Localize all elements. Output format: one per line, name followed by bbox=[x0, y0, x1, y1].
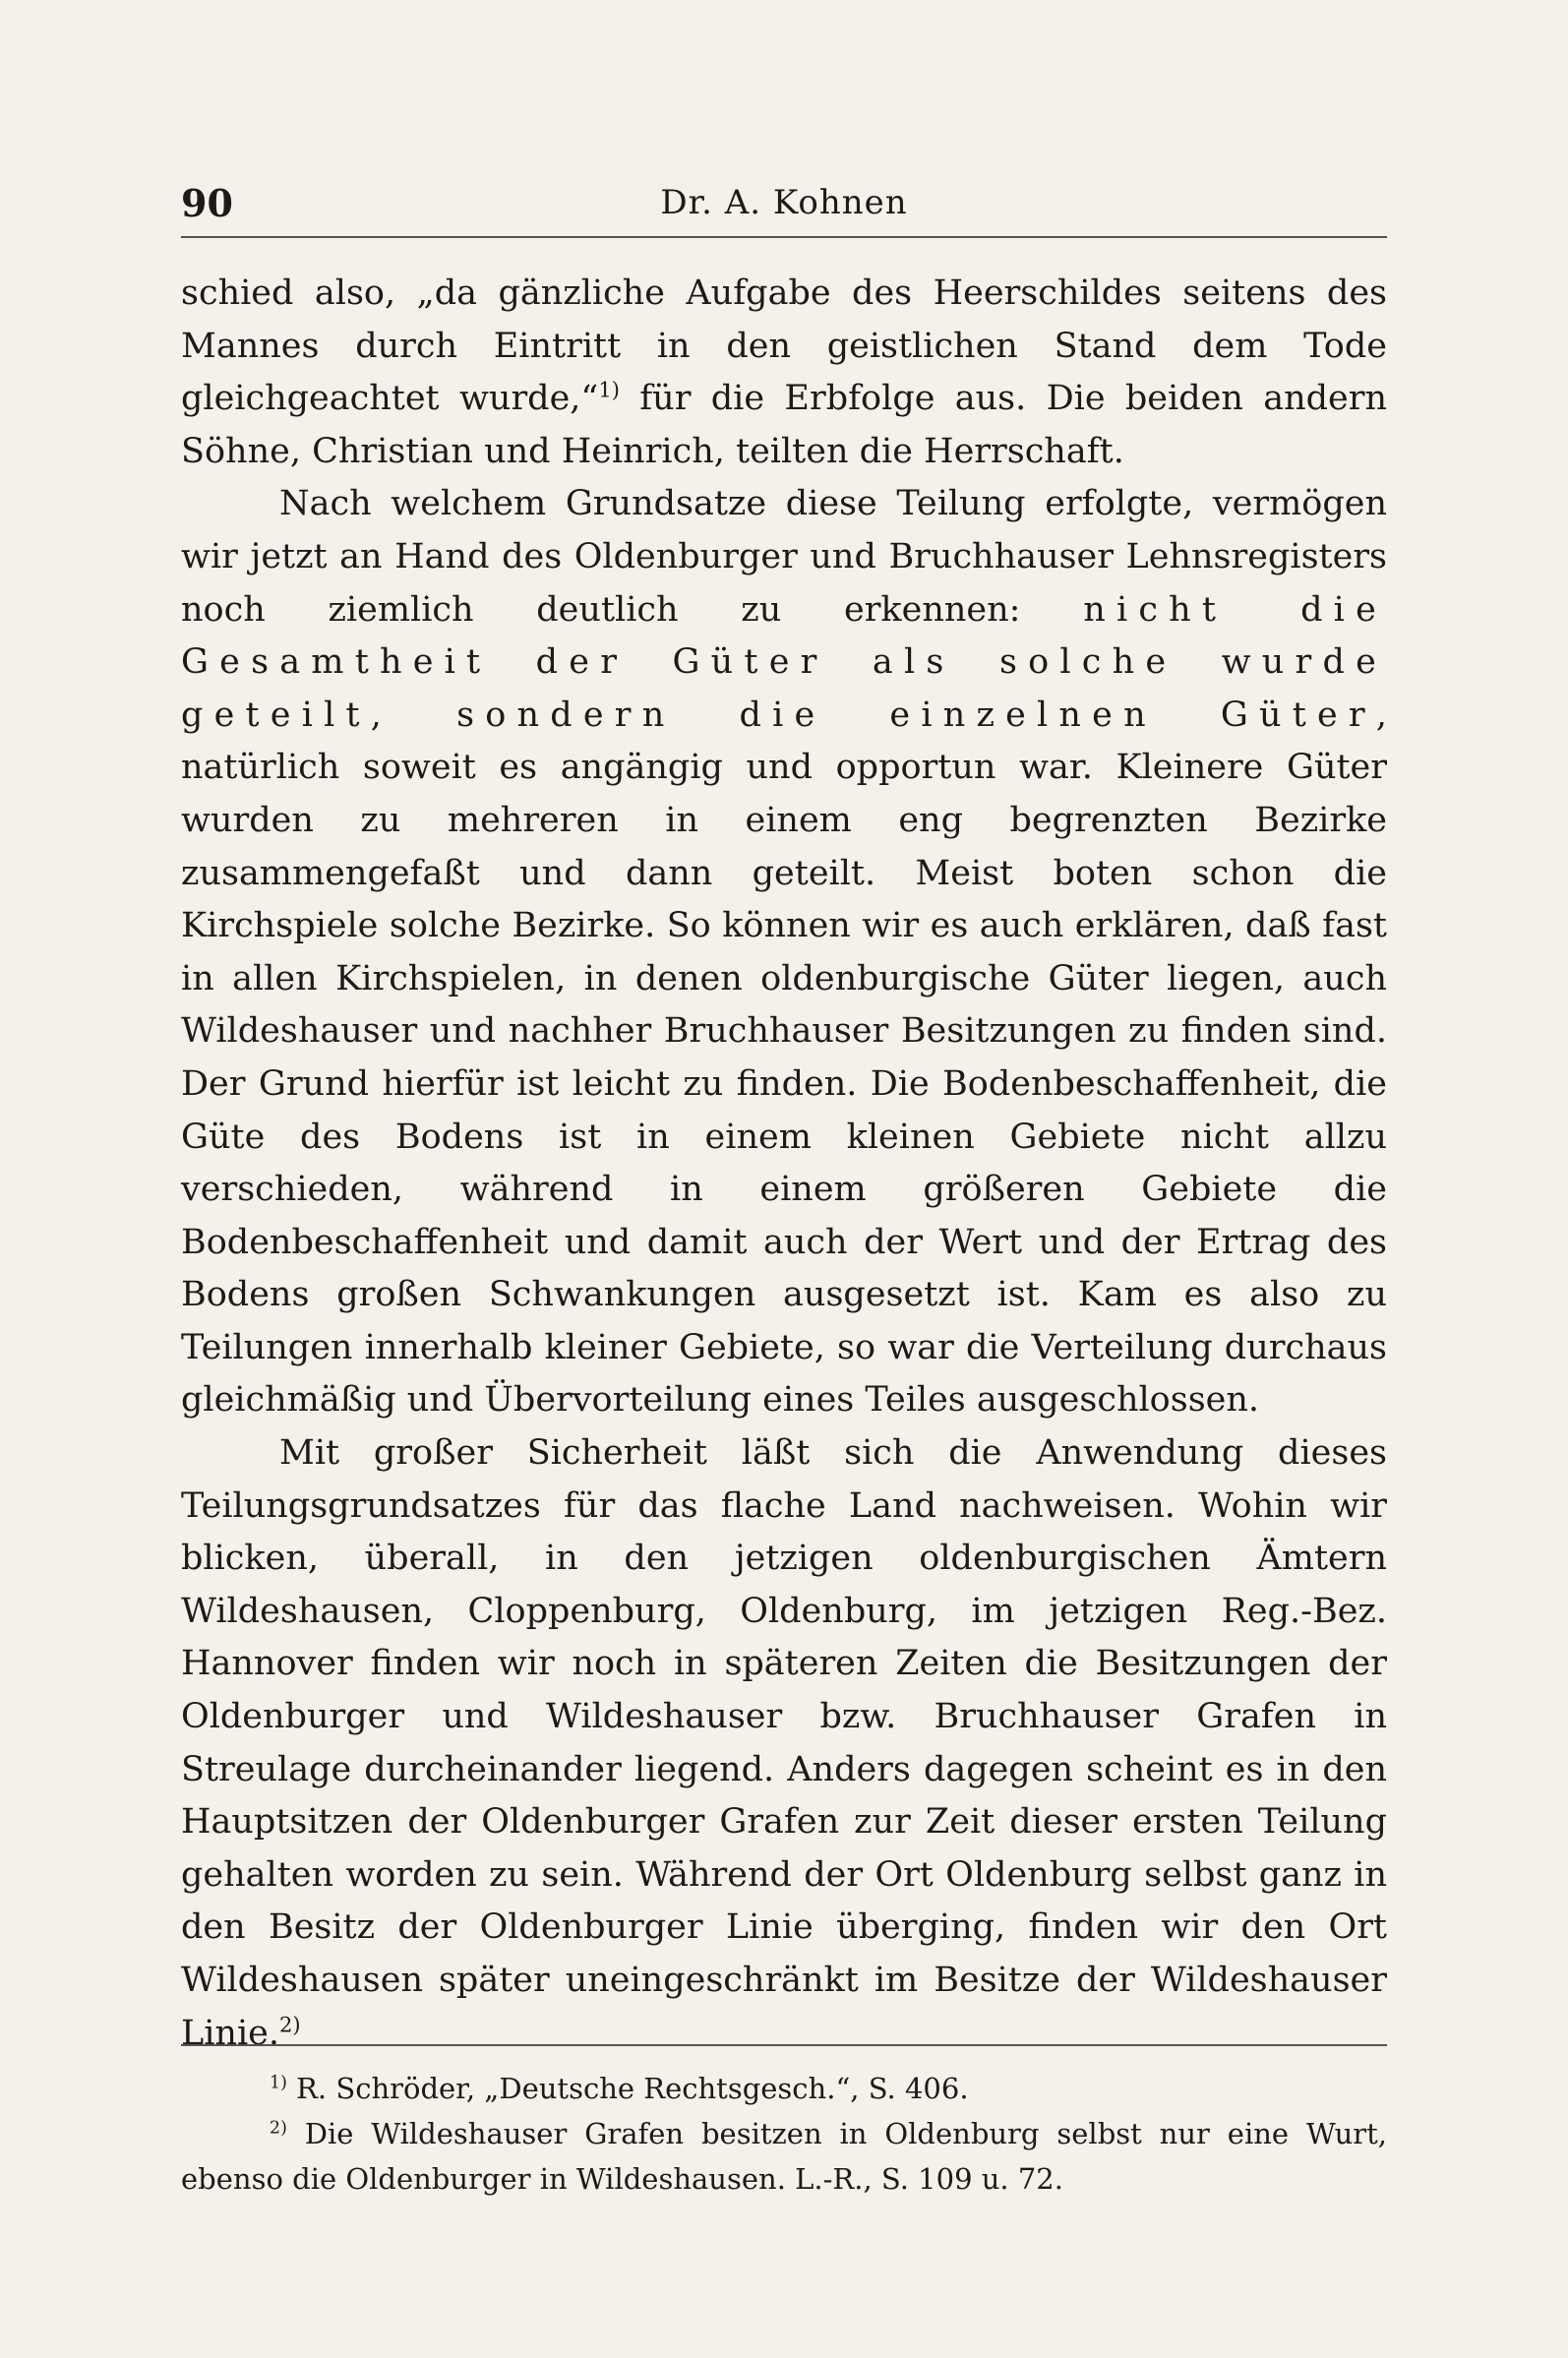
paragraph-2-tail: , natürlich soweit es angängig und opportun war. Kleinere Güter wurden zu mehreren in einem eng begrenzten Bezirke zusammengefaßt und dann geteilt. Meist boten schon die Kirchspiele solche Bezirke. So können wir es auch erklären, daß fast in allen Kirchspielen, in denen oldenburgische Güter liegen, auch Wildeshauser und nachher Bruchhauser Besitzungen zu finden sind. Der Grund hierfür ist leicht zu finden. Die Bodenbeschaffenheit, die Güte des Bodens ist in einem kleinen Gebiete nicht allzu verschieden, während in einem größeren Gebiete die Bodenbeschaffenheit und damit auch der Wert und der Ertrag des Bodens großen Schwankungen ausgesetzt ist. Kam es also zu Teilungen innerhalb kleiner Gebiete, so war die Verteilung durchaus gleichmäßig und Übervorteilung eines Teiles ausgeschlossen. bbox=[181, 695, 1387, 1421]
page-header bbox=[181, 175, 1387, 234]
paragraph-1 bbox=[181, 268, 1387, 478]
footnote-mark-2: 2) bbox=[270, 2118, 287, 2139]
footnote-divider bbox=[181, 2044, 1387, 2046]
paragraph-2-lead: Nach welchem Grundsatze diese Teilung erfolgte, vermögen wir jetzt an Hand des Oldenburger und Bruchhauser Lehnsregisters noch ziemlich deutlich zu erkennen: bbox=[181, 484, 1387, 630]
footnote-1-text: R. Schröder, „Deutsche Rechtsgesch.“, S. 406. bbox=[286, 2072, 969, 2105]
paragraph-3 bbox=[181, 1427, 1387, 2060]
footnote-ref-1: 1) bbox=[598, 378, 620, 402]
paragraph-1-lead: schied also, „da gänzliche Aufgabe des Heerschildes seitens des Mannes durch Eintritt in den geistlichen Stand dem Tode gleichgeachtet wurde,“ bbox=[181, 273, 1387, 419]
paragraph-2 bbox=[181, 478, 1387, 1427]
footnote-ref-2: 2) bbox=[279, 2012, 301, 2036]
body-text bbox=[181, 268, 1387, 2060]
footnotes bbox=[181, 2066, 1387, 2202]
footnote-2-text: Die Wildeshauser Grafen besitzen in Oldenburg selbst nur eine Wurt, ebenso die Oldenburger in Wildeshausen. L.-R., S. 109 u. 72. bbox=[181, 2117, 1387, 2196]
footnote-2 bbox=[181, 2111, 1387, 2202]
page-number: 90 bbox=[181, 181, 233, 225]
paragraph-3-lead: Mit großer Sicherheit läßt sich die Anwendung dieses Teilungsgrundsatzes für das flache Land nachweisen. Wohin wir blicken, überall, in den jetzigen oldenburgischen Ämtern Wildeshausen, Cloppenburg, Oldenburg, im jetzigen Reg.-Bez. Hannover finden wir noch in späteren Zeiten die Besitzungen der Oldenburger und Wildeshauser bzw. Bruchhauser Grafen in Streulage durcheinander liegend. Anders dagegen scheint es in den Hauptsitzen der Oldenburger Grafen zur Zeit dieser ersten Teilung gehalten worden zu sein. Während der Ort Oldenburg selbst ganz in den Besitz der Oldenburger Linie überging, finden wir den Ort Wildeshausen später uneingeschränkt im Besitze der Wildeshauser Linie. bbox=[181, 1433, 1387, 2053]
footnote-1 bbox=[181, 2066, 1387, 2111]
spaced-emphasis: nicht die Gesamtheit der Güter als solche wurde geteilt, sondern die einzelnen Güter bbox=[181, 589, 1387, 735]
header-divider bbox=[181, 236, 1387, 238]
footnote-mark-1: 1) bbox=[270, 2073, 287, 2093]
paragraph-1-tail: für die Erbfolge aus. Die beiden andern Söhne, Christian und Heinrich, teilten die Herrschaft. bbox=[181, 379, 1387, 471]
running-head: Dr. A. Kohnen bbox=[660, 183, 908, 222]
